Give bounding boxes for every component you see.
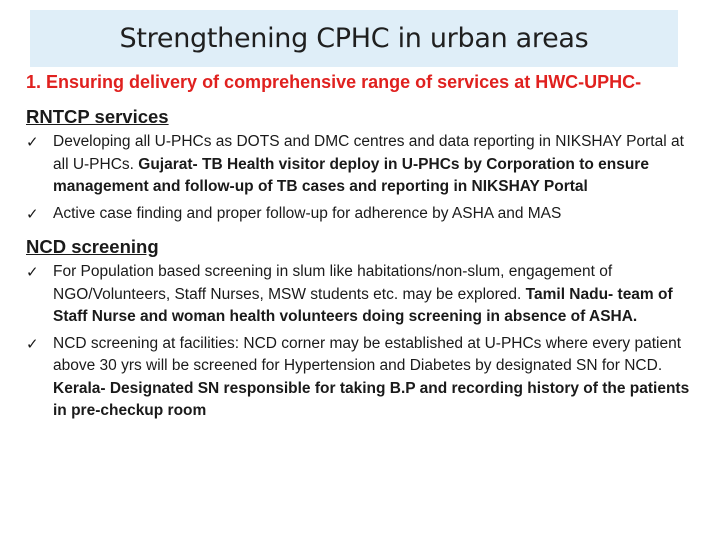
item-text: For Population based screening in slum like habitations/non-slum, engagement of NGO/Volunteers, Staff Nurses, MSW students etc. may be explored. bbox=[53, 263, 613, 303]
list-item bbox=[26, 261, 698, 329]
checkmark-icon: ✓ bbox=[26, 263, 39, 281]
ncd-list bbox=[26, 261, 698, 423]
list-item bbox=[26, 333, 698, 423]
item-text: Active case finding and proper follow-up for adherence by ASHA and MAS bbox=[53, 204, 562, 222]
rntcp-heading: RNTCP services bbox=[26, 106, 169, 127]
checkmark-icon: ✓ bbox=[26, 334, 39, 353]
section-heading: 1. Ensuring delivery of comprehensive range of services at HWC-UPHC- bbox=[26, 72, 642, 92]
ncd-heading: NCD screening bbox=[26, 236, 159, 257]
item-text: NCD screening at facilities: NCD corner may be established at U-PHCs where every patient above 30 yrs will be screened for Hypertension and Diabetes by designated SN for NCD. bbox=[53, 334, 681, 374]
list-item bbox=[26, 203, 698, 226]
item-text: Developing all U-PHCs as DOTS and DMC centres and data reporting in NIKSHAY Portal at all U-PHCs. bbox=[53, 133, 684, 173]
checkmark-icon: ✓ bbox=[26, 133, 39, 151]
slide-title: Strengthening CPHC in urban areas bbox=[119, 23, 589, 54]
item-highlight: Tamil Nadu- team of Staff Nurse and woman health volunteers doing screening in absence of ASHA. bbox=[53, 285, 673, 325]
checkmark-icon: ✓ bbox=[26, 204, 39, 223]
title-banner bbox=[30, 10, 678, 67]
slide-content bbox=[26, 70, 698, 427]
rntcp-list bbox=[26, 131, 698, 225]
list-item bbox=[26, 131, 698, 199]
item-highlight: Gujarat- TB Health visitor deploy in U-PHCs by Corporation to ensure management and follow-up of TB cases and reporting in NIKSHAY Portal bbox=[53, 155, 649, 195]
item-highlight: Kerala- Designated SN responsible for taking B.P and recording history of the patients in pre-checkup room bbox=[53, 379, 690, 419]
